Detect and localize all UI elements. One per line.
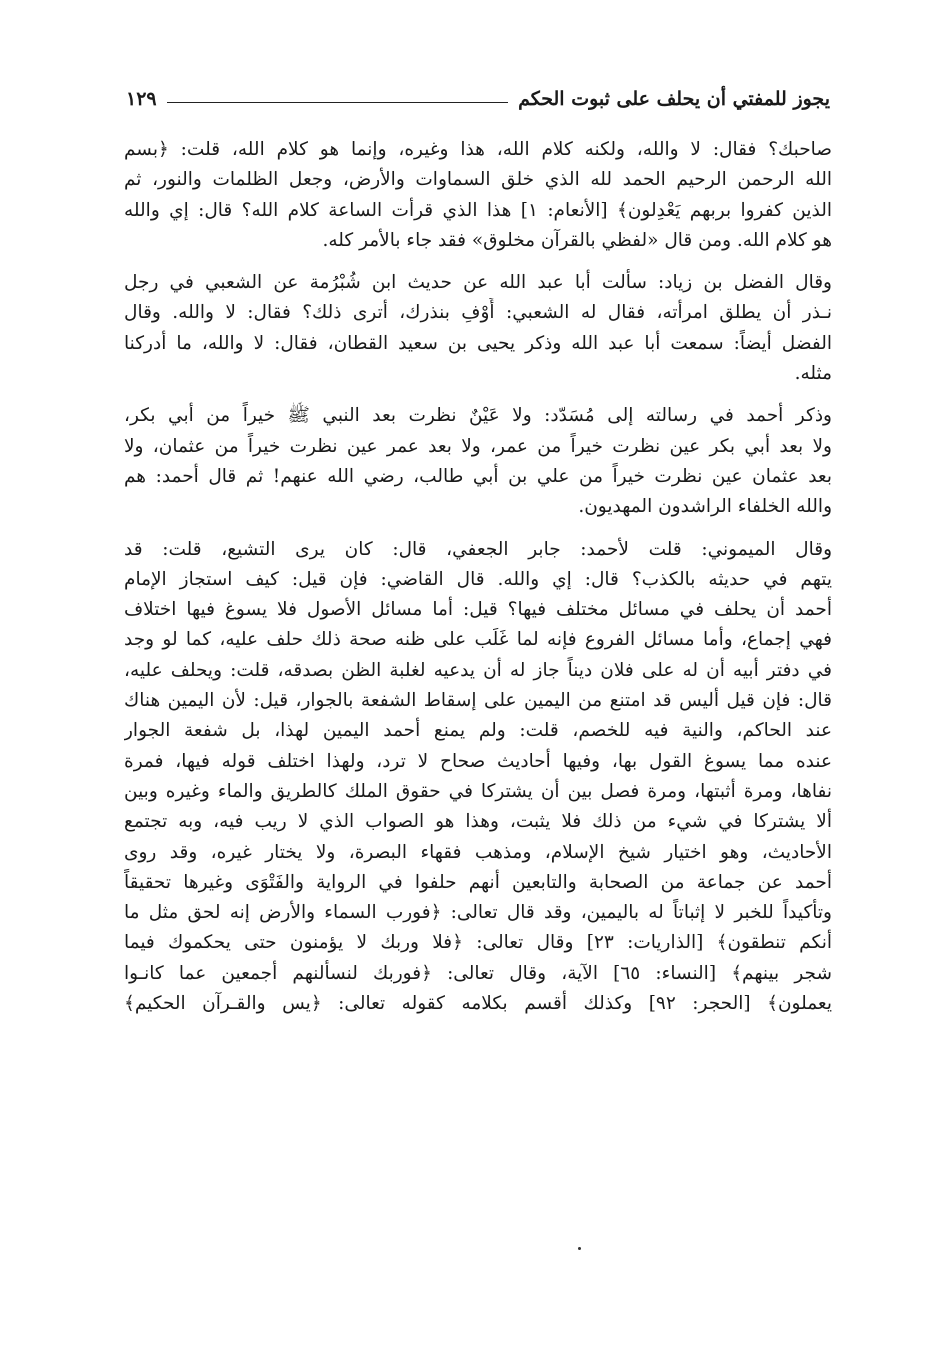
text-line: أحمد أن يحلف في مسائل مختلف فيها؟ قيل: أما مسائل الأصول فلا يسوغ فيها اختلاف — [124, 599, 832, 621]
text-line: في دفتر أبيه أن له على فلان ديناً جاز له أن يدعيه لغلبة الظن بصدقه، قلت: ويحلف عليه، — [124, 659, 832, 681]
text-line: بعد عثمان عين نظرت خيراً من علي بن أبي طالب، رضي الله عنهم! ثم قال أحمد: هم — [124, 465, 832, 487]
text-line: أنكم تنطقون﴾ [الذاريات: ٢٣] وقال تعالى: ﴿فلا وربك لا يؤمنون حتى يحكموك فيما — [124, 932, 832, 954]
print-speck — [578, 1247, 581, 1250]
text-line: نـذر أن يطلق امرأته، فقال له الشعبي: أَوْفِ بنذرك، أترى ذلك؟ فقال: لا والله. وقال — [124, 302, 832, 324]
header-rule — [167, 102, 508, 103]
paragraph-2 — [124, 268, 832, 389]
text-line: يعملون﴾ [الحجر: ٩٢] وكذلك أقسم بكلامه كقوله تعالى: ﴿يس والقـرآن الحكيم﴾ — [124, 993, 832, 1015]
text-line: أحمد عن جماعة من الصحابة والتابعين أنهم حلفوا في الرواية والفَتْوَى وغيرها تحقيقاً — [124, 871, 832, 893]
paragraph-1 — [124, 135, 832, 256]
text-line: هو كلام الله. ومن قال «لفظي بالقرآن مخلوق» فقد جاء بالأمر كله. — [322, 229, 832, 251]
page-number: ١٢٩ — [126, 88, 157, 110]
text-line: نفاها، ومرة أثبتها، ومرة فصل بين أن يشتركا في حقوق الملك كالطريق والماء وغيره وبين — [124, 780, 832, 802]
body-text — [124, 135, 832, 1031]
text-line: الفضل أيضاً: سمعت أبا عبد الله وذكر يحيى بن سعيد القطان، فقال: لا والله، ما أدركنا — [124, 332, 832, 354]
paragraph-4 — [124, 535, 832, 1020]
text-line: شجر بينهم﴾ [النساء: ٦٥] الآية، وقال تعالى: ﴿فوربك لنسألنهم أجمعين عما كانـوا — [124, 962, 832, 984]
paragraph-3 — [124, 401, 832, 522]
text-line: الذين كفروا بربهم يَعْدِلون﴾ [الأنعام: ١] هذا الذي قرأت الساعة كلام الله؟ قال: إي والله — [124, 199, 832, 221]
text-line: يتهم في حديثه بالكذب؟ قال: إي والله. قال القاضي: فإن قيل: كيف استجاز الإمام — [124, 568, 832, 590]
header-title: يجوز للمفتي أن يحلف على ثبوت الحكم — [518, 88, 830, 110]
text-line: وذكر أحمد في رسالته إلى مُسَدّد: ولا عَيْنٌ نظرت بعد النبي ﷺ خيراً من أبي بكر، — [124, 405, 832, 427]
text-line: قال: فإن قيل أليس قد امتنع من اليمين على إسقاط الشفعة بالجوار، قيل: لأن اليمين هناك — [124, 690, 832, 712]
text-line: صاحبك؟ فقال: لا والله، ولكنه كلام الله، هذا وغيره، وإنما هو كلام الله، قلت: ﴿بسم — [124, 139, 832, 160]
text-line: ألا يشتركا في شيء من ذلك فلا يثبت، وهذا هو الصواب الذي لا ريب فيه، وبه تجتمع — [124, 811, 832, 833]
text-line: عنده مما يسوغ القول بها، وفيها أحاديث صحاح لا ترد، ولهذا اختلف قوله فيها، فمرة — [124, 750, 832, 772]
text-line: عند الحاكم، والنية فيه للخصم، قلت: ولم يمنع أحمد اليمين لهذا، بل شفعة الجوار — [124, 720, 832, 742]
text-line: وقال الفضل بن زياد: سألت أبا عبد الله عن حديث ابن شُبْرُمة عن الشعبي في رجل — [124, 272, 832, 294]
running-header — [126, 84, 830, 114]
text-line: والله الخلفاء الراشدون المهديون. — [578, 496, 832, 518]
text-line: فهي إجماع، وأما مسائل الفروع فإنه لما غَلَب على ظنه صحة ذلك حلف عليه، كما لو وجد — [124, 629, 832, 651]
text-line: الأحاديث، وهو اختيار شيخ الإسلام، ومذهب فقهاء البصرة، ولا يختار غيره، وقد روى — [124, 841, 832, 863]
text-line: وتأكيداً للخبر لا إثباتاً له باليمين، وقد قال تعالى: ﴿فورب السماء والأرض إنه لحق مثل ما — [124, 902, 832, 924]
text-line: وقال الميموني: قلت لأحمد: جابر الجعفي، قال: كان يرى التشيع، قلت: قد — [124, 538, 832, 560]
text-line: مثله. — [794, 363, 832, 385]
text-line: ولا بعد أبي بكر عين نظرت خيراً من عمر، ولا بعد عمر عين نظرت خيراً من عثمان، ولا — [124, 435, 832, 457]
text-line: الله الرحمن الرحيم الحمد لله الذي خلق السماوات والأرض، وجعل الظلمات والنور، ثم — [124, 169, 832, 191]
